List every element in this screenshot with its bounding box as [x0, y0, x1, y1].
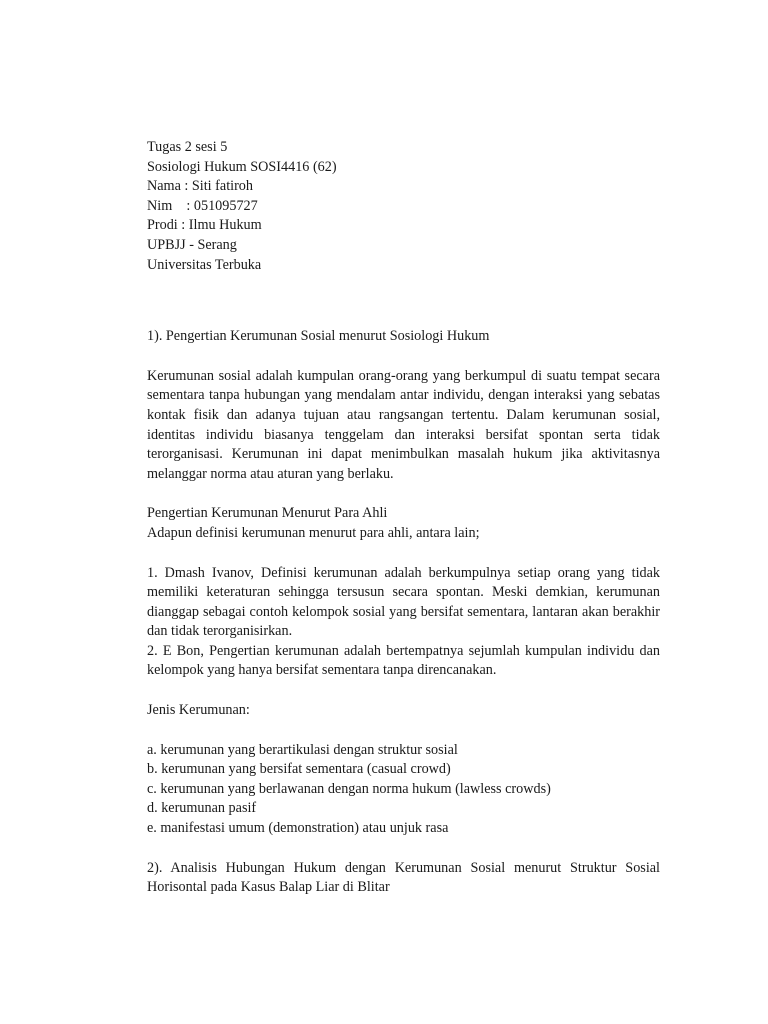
document-header	[147, 138, 660, 275]
assignment-title: Tugas 2 sesi 5	[147, 139, 228, 155]
type-item-e: e. manifestasi umum (demonstration) atau unjuk rasa	[147, 820, 449, 837]
type-item-b: b. kerumunan yang bersifat sementara (casual crowd)	[147, 761, 451, 778]
document-page	[147, 138, 660, 898]
type-item-c: c. kerumunan yang berlawanan dengan norma hukum (lawless crowds)	[147, 780, 551, 797]
student-nim: Nim : 051095727	[147, 197, 258, 214]
experts-intro: Adapun definisi kerumunan menurut para ahli, antara lain;	[147, 524, 480, 541]
upbjj-location: UPBJJ - Serang	[147, 236, 237, 253]
types-heading: Jenis Kerumunan:	[147, 702, 250, 719]
experts-heading: Pengertian Kerumunan Menurut Para Ahli	[147, 505, 388, 522]
type-item-a: a. kerumunan yang berartikulasi dengan struktur sosial	[147, 741, 458, 758]
expert-definition-2: 2. E Bon, Pengertian kerumunan adalah bertempatnya sejumlah kumpulan individu dan kelompok yang hanya bersifat sementara tanpa direncanakan.	[147, 642, 660, 679]
section2-heading: 2). Analisis Hubungan Hukum dengan Kerumunan Sosial menurut Struktur Sosial Horisontal pada Kasus Balap Liar di Blitar	[147, 859, 660, 896]
expert-definition-1: 1. Dmash Ivanov, Definisi kerumunan adalah berkumpulnya setiap orang yang tidak memiliki keteraturan sehingga tersusun secara spontan. Meski demkian, kerumunan dianggap sebagai contoh kelompok sosial yang bersifat sementara, lantaran akan berakhir dan tidak terorganisirkan.	[147, 564, 660, 640]
type-item-d: d. kerumunan pasif	[147, 800, 257, 817]
student-name: Nama : Siti fatiroh	[147, 178, 253, 195]
section1-paragraph: Kerumunan sosial adalah kumpulan orang-orang yang berkumpul di suatu tempat secara sementara tanpa hubungan yang mendalam antar individu, dengan interaksi yang sebatas kontak fisik dan adanya tujuan atau rangsangan tertentu. Dalam kerumunan sosial, identitas individu biasanya tenggelam dan interaksi bersifat spontan serta tidak terorganisasi. Kerumunan ini dapat menimbulkan masalah hukum jika aktivitasnya melanggar norma atau aturan yang berlaku.	[147, 367, 660, 482]
university-name: Universitas Terbuka	[147, 256, 262, 273]
study-program: Prodi : Ilmu Hukum	[147, 217, 262, 234]
section1-heading: 1). Pengertian Kerumunan Sosial menurut Sosiologi Hukum	[147, 328, 490, 345]
course-name: Sosiologi Hukum SOSI4416 (62)	[147, 158, 337, 175]
